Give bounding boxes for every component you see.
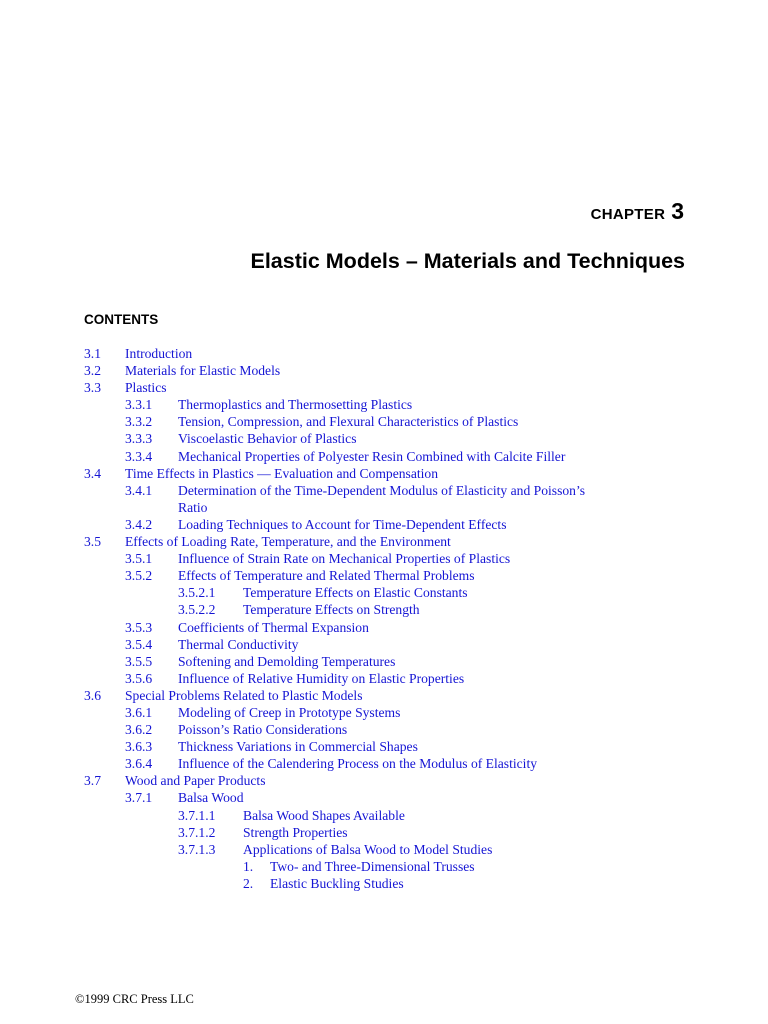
toc-entry[interactable]: [0, 482, 768, 516]
toc-entry-link[interactable]: Wood and Paper Products: [125, 773, 266, 789]
toc-entry-number[interactable]: 3.4: [84, 465, 101, 481]
toc-entry-number[interactable]: 3.3.2: [125, 414, 153, 430]
toc-entry[interactable]: [0, 550, 768, 567]
toc-entry[interactable]: [0, 430, 768, 447]
toc-entry-link[interactable]: Mechanical Properties of Polyester Resin Combined with Calcite Filler: [178, 448, 566, 464]
toc-entry[interactable]: [0, 704, 768, 721]
toc-entry[interactable]: [0, 345, 768, 362]
toc-entry[interactable]: [0, 636, 768, 653]
toc-entry[interactable]: [0, 379, 768, 396]
toc-entry-link[interactable]: Thickness Variations in Commercial Shapes: [178, 739, 418, 755]
toc-entry[interactable]: [0, 601, 768, 618]
toc-entry[interactable]: [0, 670, 768, 687]
toc-entry-link[interactable]: Materials for Elastic Models: [125, 363, 281, 379]
toc-entry-number[interactable]: 3.7: [84, 773, 101, 789]
toc-entry-link[interactable]: Influence of Relative Humidity on Elastic Properties: [178, 670, 465, 686]
copyright-footer: ©1999 CRC Press LLC: [75, 992, 194, 1006]
chapter-title: Elastic Models – Materials and Techniques: [250, 249, 685, 273]
table-of-contents: [0, 345, 768, 892]
toc-entry-link[interactable]: Loading Techniques to Account for Time-Dependent Effects: [178, 516, 507, 532]
toc-entry-link[interactable]: Softening and Demolding Temperatures: [178, 653, 396, 669]
toc-entry-number[interactable]: 3.7.1: [125, 790, 153, 806]
toc-entry[interactable]: [0, 396, 768, 413]
toc-entry-link[interactable]: Effects of Loading Rate, Temperature, and the Environment: [125, 534, 451, 550]
toc-entry-link[interactable]: Influence of Strain Rate on Mechanical Properties of Plastics: [178, 551, 511, 567]
toc-entry-link[interactable]: Tension, Compression, and Flexural Characteristics of Plastics: [178, 414, 519, 430]
toc-entry[interactable]: [0, 824, 768, 841]
chapter-number: 3: [671, 198, 684, 224]
toc-entry-link[interactable]: Balsa Wood Shapes Available: [243, 807, 405, 823]
toc-entry-number[interactable]: 3.7.1.3: [178, 841, 216, 857]
toc-entry-link[interactable]: Introduction: [125, 346, 193, 361]
toc-entry-link[interactable]: Thermoplastics and Thermosetting Plastics: [178, 397, 413, 413]
toc-entry-number[interactable]: 3.5.6: [125, 670, 153, 686]
toc-entry-link[interactable]: Thermal Conductivity: [178, 636, 299, 652]
toc-entry-number[interactable]: 3.1: [84, 346, 101, 361]
toc-entry-number[interactable]: 1.: [243, 858, 254, 874]
toc-entry-link[interactable]: Balsa Wood: [178, 790, 244, 806]
toc-entry-number[interactable]: 3.3: [84, 380, 101, 396]
toc-entry[interactable]: [0, 584, 768, 601]
toc-entry-number[interactable]: 3.7.1.2: [178, 824, 216, 840]
contents-heading: CONTENTS: [84, 312, 159, 327]
toc-entry[interactable]: [0, 516, 768, 533]
toc-entry-link[interactable]: Applications of Balsa Wood to Model Studies: [243, 841, 493, 857]
toc-entry-number[interactable]: 3.5: [84, 534, 101, 550]
toc-entry-number[interactable]: 3.3.1: [125, 397, 153, 413]
toc-entry[interactable]: [0, 413, 768, 430]
toc-entry-number[interactable]: 3.6.3: [125, 739, 153, 755]
toc-entry[interactable]: [0, 362, 768, 379]
toc-entry-link[interactable]: Elastic Buckling Studies: [270, 875, 404, 891]
toc-entry-link[interactable]: Coefficients of Thermal Expansion: [178, 619, 369, 635]
toc-entry-link[interactable]: Strength Properties: [243, 824, 348, 840]
toc-entry-number[interactable]: 3.3.3: [125, 431, 153, 447]
toc-entry-number[interactable]: 3.5.4: [125, 636, 153, 652]
toc-entry-number[interactable]: 3.5.1: [125, 551, 153, 567]
toc-entry[interactable]: [0, 858, 768, 875]
toc-entry[interactable]: [0, 755, 768, 772]
toc-entry[interactable]: [0, 653, 768, 670]
toc-entry-link[interactable]: Temperature Effects on Elastic Constants: [243, 585, 468, 601]
toc-entry-number[interactable]: 3.5.5: [125, 653, 153, 669]
toc-entry-link[interactable]: Special Problems Related to Plastic Models: [125, 687, 363, 703]
toc-entry[interactable]: [0, 738, 768, 755]
chapter-label: [591, 198, 684, 225]
toc-entry-number[interactable]: 3.5.3: [125, 619, 153, 635]
toc-entry-number[interactable]: 3.5.2: [125, 568, 153, 584]
toc-entry-link[interactable]: Plastics: [125, 380, 167, 396]
toc-entry[interactable]: [0, 619, 768, 636]
toc-entry[interactable]: [0, 772, 768, 789]
toc-entry[interactable]: [0, 687, 768, 704]
toc-entry[interactable]: [0, 567, 768, 584]
toc-entry[interactable]: [0, 875, 768, 892]
toc-entry[interactable]: [0, 789, 768, 806]
toc-entry-number[interactable]: 3.6: [84, 687, 101, 703]
toc-entry[interactable]: [0, 841, 768, 858]
toc-entry-number[interactable]: 3.6.1: [125, 704, 153, 720]
toc-entry-link[interactable]: Time Effects in Plastics — Evaluation and Compensation: [125, 465, 439, 481]
toc-entry-link[interactable]: Viscoelastic Behavior of Plastics: [178, 431, 357, 447]
toc-entry-link[interactable]: Poisson’s Ratio Considerations: [178, 722, 348, 738]
toc-entry[interactable]: [0, 465, 768, 482]
chapter-word: CHAPTER: [590, 206, 666, 223]
toc-entry-number[interactable]: 3.6.4: [125, 756, 153, 772]
toc-entry-number[interactable]: 3.2: [84, 363, 101, 379]
toc-entry[interactable]: [0, 721, 768, 738]
toc-entry-link[interactable]: Temperature Effects on Strength: [243, 602, 420, 618]
toc-entry-number[interactable]: 3.4.2: [125, 516, 153, 532]
toc-entry-number[interactable]: 3.7.1.1: [178, 807, 216, 823]
toc-entry-number[interactable]: 3.5.2.2: [178, 602, 216, 618]
toc-entry-number[interactable]: 3.4.1: [125, 482, 153, 498]
toc-entry-number[interactable]: 3.3.4: [125, 448, 153, 464]
toc-entry-link[interactable]: Two- and Three-Dimensional Trusses: [270, 858, 475, 874]
toc-entry[interactable]: [0, 807, 768, 824]
toc-entry-number[interactable]: 3.6.2: [125, 722, 153, 738]
toc-entry-number[interactable]: 2.: [243, 875, 254, 891]
toc-entry[interactable]: [0, 448, 768, 465]
toc-entry[interactable]: [0, 533, 768, 550]
toc-entry-link[interactable]: Modeling of Creep in Prototype Systems: [178, 704, 401, 720]
toc-entry-link[interactable]: Determination of the Time-Dependent Modulus of Elasticity and Poisson’s Ratio: [178, 482, 586, 515]
toc-entry-link[interactable]: Effects of Temperature and Related Thermal Problems: [178, 568, 475, 584]
toc-entry-number[interactable]: 3.5.2.1: [178, 585, 216, 601]
toc-entry-link[interactable]: Influence of the Calendering Process on the Modulus of Elasticity: [178, 756, 538, 772]
